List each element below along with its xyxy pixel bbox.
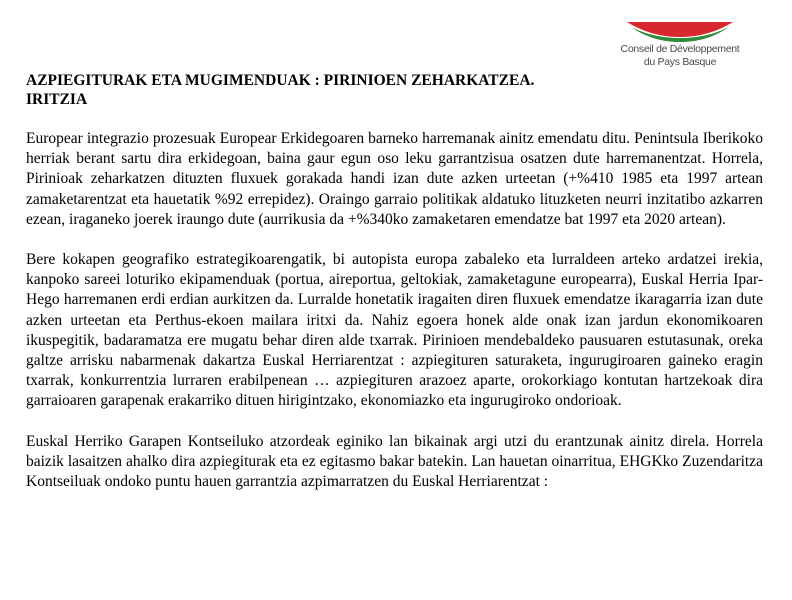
logo-text-line2: du Pays Basque (643, 56, 717, 68)
paragraph-3: Euskal Herriko Garapen Kontseiluko atzordeak eginiko lan bikainak argi utzi du erantzunak ainitz direla. Horrela baizik lasaitzen ahalko dira azpiegiturak eta ez egitasmo bakar batekin. Lan hauetan oinarritua, EHGKko Zuzendaritza Kontseiluak ondoko puntu hauen garrantzia azpimarratzen du Euskal Herriarentzat : (26, 432, 763, 491)
document-title-line1: AZPIEGITURAK ETA MUGIMENDUAK : PIRINIOEN ZEHARKATZEA. (26, 72, 535, 89)
document-body (26, 71, 763, 492)
document-title-line2: IRITZIA (26, 91, 88, 108)
council-logo (610, 22, 750, 72)
paragraph-2: Bere kokapen geografiko estrategikoarengatik, bi autopista europa zabaleko eta lurraldeen arteko ardatzei irekia, kanpoko sareei loturiko ekipamenduak (portua, aireportua, geltokiak, zamaketagune europearra), Euskal Herria Ipar-Hego harremanen erdi erdian aurkitzen da. Lurralde honetatik iragaiten diren fluxuek emendatze ikaragarria izan dute azken urteetan eta Perthus-ekoen mailara iritxi da. Nahiz egoera honek alde onak izan jardun ekonomikoaren ikuspegitik, badaramatza ere mugatu behar diren alde txarrak. Pirinioen mendebaldeko pausuaren estutasunak, oreka galtze arrisku nabarmenak dakartza Euskal Herriarentzat : azpiegituren saturaketa, ingurugiroaren gaineko eragin txarrak, konkurrentzia lurraren erabilpenean … azpiegituren arazoez aparte, orokorkiago kontutan hartzekoak dira garraioaren garapenak erakarriko dituen hirigintzako, ekonomiazko eta ingurugiroko ondorioak. (26, 251, 763, 410)
basque-flag-arc-icon (627, 22, 733, 42)
logo-text-line1: Conseil de Développement (620, 43, 740, 55)
paragraph-1: Europear integrazio prozesuak Europear Erkidegoaren barneko harremanak ainitz emendatu ditu. Penintsula Iberikoko herriak berant sartu dira erkidegoan, baina gaur egun oso leku garrantzisua osatzen dute harremanentzat. Horrela, Pirinioak zeharkatzen dituzten fluxuek gorakada handi izan dute azken urteetan (+%410 1985 eta 1997 artean zamaketarentzat eta hauetatik %92 errepidez). Oraingo garraio politikak aldatuko lituzketen neurri inzitatibo azkarren ezean, iraganeko joerek iraungo dute (aurrikusia da +%340ko zamaketaren emendatze bat 1997 eta 2020 artean). (26, 130, 763, 228)
